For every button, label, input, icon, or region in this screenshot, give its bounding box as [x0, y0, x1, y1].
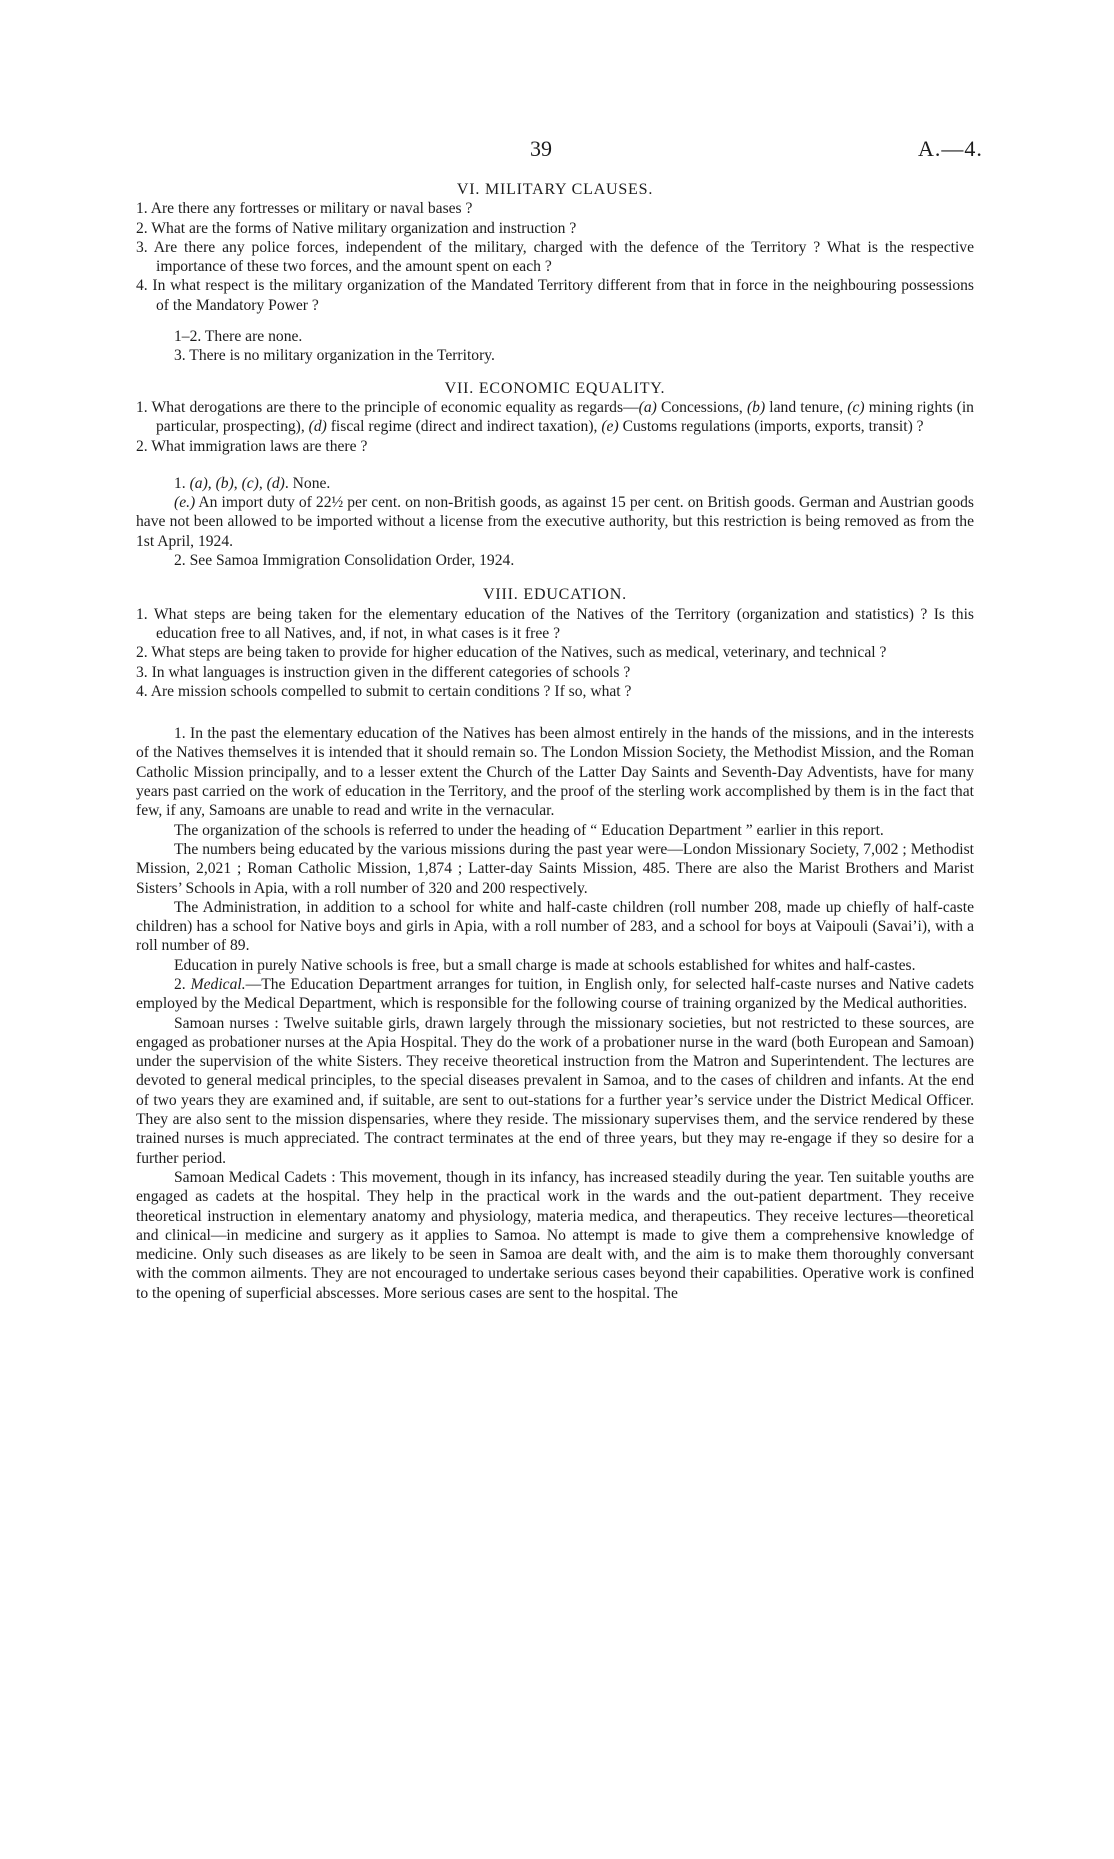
- education-answer-paragraph: The Administration, in addition to a school for white and half-caste children (roll number 208, made up chiefly of half-caste children) has a school for Native boys and girls in Apia, with a roll number of 283, and a school for boys at Vaipouli (Savai’i), with a roll number of 89.: [136, 898, 974, 955]
- military-question-3: 3. Are there any police forces, independent of the military, charged with the defence of the Territory ? What is the respective importance of these two forces, and the amount spent on each ?: [136, 238, 974, 276]
- military-answer-1: 1–2. There are none.: [174, 328, 303, 346]
- education-question-2: 2. What steps are being taken to provide for higher education of the Natives, such as medical, veterinary, and technical ?: [136, 644, 887, 662]
- page-number: 39: [530, 136, 552, 161]
- education-medical-paragraph: 2. Medical.—The Education Department arranges for tuition, in English only, for selected half-caste nurses and Native cadets employed by the Medical Department, which is responsible for the following course of training organized by the Medical authorities.: [136, 975, 975, 1013]
- military-answer-2: 3. There is no military organization in the Territory.: [174, 347, 495, 365]
- economic-answer-e: (e.) An import duty of 22½ per cent. on non-British goods, as against 15 per cent. on British goods. German and Austrian goods have not been allowed to be imported without a license from the executive authority, but this restriction is being removed as from the 1st April, 1924.: [136, 494, 974, 550]
- education-question-1: 1. What steps are being taken for the elementary education of the Natives of the Territory (organization and statistics) ? Is this education free to all Natives, and, if not, in what cases is it free ?: [136, 605, 974, 642]
- education-answer-paragraph: The organization of the schools is referred to under the heading of “ Education Department ” earlier in this report.: [174, 821, 884, 839]
- economic-answer-2: 2. See Samoa Immigration Consolidation Order, 1924.: [174, 552, 515, 570]
- military-question-1: 1. Are there any fortresses or military or naval bases ?: [136, 200, 473, 218]
- section-heading-military: VI. MILITARY CLAUSES.: [456, 181, 654, 198]
- education-answer-paragraph: The numbers being educated by the various missions during the past year were—London Missionary Society, 7,002 ; Methodist Mission, 2,021 ; Roman Catholic Mission, 1,874 ; Latter-day Saints Mission, 485. There are also the Marist Brothers and Marist Sisters’ Schools in Apia, with a roll number of 320 and 200 respectively.: [136, 840, 974, 897]
- education-nurses-paragraph: Samoan nurses : Twelve suitable girls, drawn largely through the missionary societies, but not restricted to these sources, are engaged as probationer nurses at the Apia Hospital. They do the work of a probationer nurse in the ward (both European and Samoan) under the supervision of the white Sisters. They receive theoretical instruction from the Matron and Superintendent. The lectures are devoted to general medical principles, to the special diseases prevalent in Samoa, and to the cases of children and infants. At the end of two years they are examined and, if suitable, are sent to out-stations for a further year’s service under the District Medical Officer. They are also sent to the mission dispensaries, where they reside. The missionary supervises them, and the service rendered by these trained nurses is much appreciated. The contract terminates at the end of three years, but they may re-engage if they so desire for a further period.: [136, 1014, 974, 1167]
- education-question-4: 4. Are mission schools compelled to submit to certain conditions ? If so, what ?: [136, 682, 632, 700]
- page-body: [136, 180, 974, 1303]
- document-reference: A.—4.: [918, 136, 983, 161]
- economic-question-2: 2. What immigration laws are there ?: [136, 437, 368, 455]
- economic-question-1: 1. What derogations are there to the principle of economic equality as regards—(a) Concessions, (b) land tenure, (c) mining rights (in particular, prospecting), (d) fiscal regime (direct and indirect taxation), (e) Customs regulations (imports, exports, transit) ?: [136, 398, 974, 436]
- education-question-3: 3. In what languages is instruction given in the different categories of schools ?: [136, 663, 631, 681]
- education-answer-paragraph: 1. In the past the elementary education of the Natives has been almost entirely in the hands of the missions, and in the interests of the Natives themselves it is intended that it should remain so. The London Mission Society, the Methodist Mission, and the Roman Catholic Mission principally, and to a lesser extent the Church of the Latter Day Saints and Seventh-Day Adventists, have for many years past carried on the work of education in the Territory, and the proof of the sterling work accomplished by them is in the fact that few, if any, Samoans are unable to read and write in the vernacular.: [136, 725, 974, 820]
- economic-answer-1: 1. (a), (b), (c), (d). None.: [174, 474, 331, 492]
- section-heading-economic: VII. ECONOMIC EQUALITY.: [444, 379, 666, 397]
- education-answer-paragraph: Education in purely Native schools is free, but a small charge is made at schools established for whites and half-castes.: [174, 956, 916, 974]
- page-header: [0, 136, 1114, 166]
- section-heading-education: VIII. EDUCATION.: [483, 586, 627, 604]
- education-cadets-paragraph: Samoan Medical Cadets : This movement, though in its infancy, has increased steadily during the year. Ten suitable youths are engaged as cadets at the hospital. They help in the practical work in the wards and the out-patient department. They receive theoretical instruction in elementary anatomy and physiology, materia medica, and therapeutics. They receive lectures—theoretical and clinical—in medicine and surgery as it applies to Samoa. No attempt is made to give them a comprehensive knowledge of medicine. Only such diseases as are likely to be seen in Samoa are dealt with, and the aim is to make them thoroughly conversant with the common ailments. They are not encouraged to undertake serious cases beyond their capabilities. Operative work is confined to the opening of superficial abscesses. More serious cases are sent to the hospital. The: [136, 1168, 974, 1302]
- military-question-4: 4. In what respect is the military organization of the Mandated Territory different from that in force in the neighbouring possessions of the Mandatory Power ?: [136, 277, 974, 314]
- military-question-2: 2. What are the forms of Native military organization and instruction ?: [136, 219, 577, 237]
